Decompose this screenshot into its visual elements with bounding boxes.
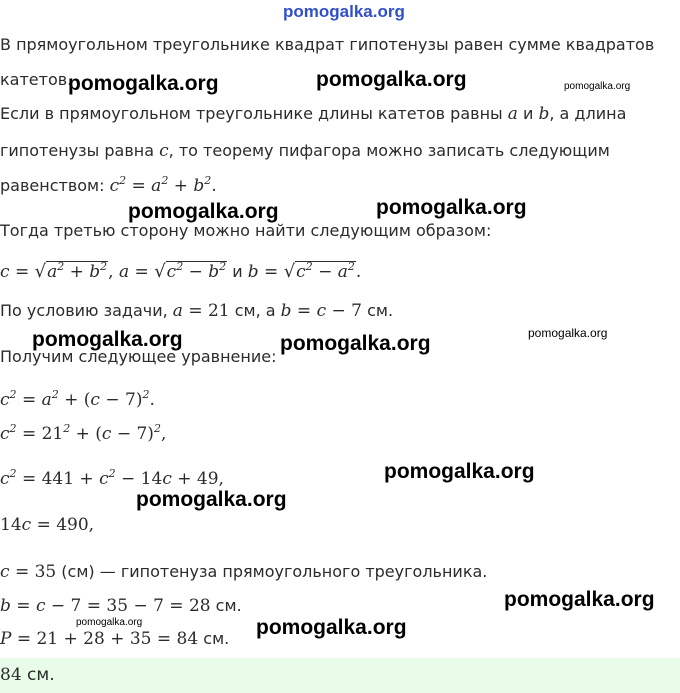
watermark: pomogalka.org	[68, 72, 219, 95]
equation-4: 14c = 490,	[0, 515, 95, 535]
watermark: pomogalka.org	[76, 617, 143, 628]
answer-text: 84 см.	[0, 665, 55, 685]
text-line-5: равенством: $c^2 = a^2 + b^2$.	[0, 174, 217, 196]
result-side-b: b = c − 7 = 35 − 7 = 28 см.	[0, 596, 242, 616]
result-perimeter: P = 21 + 28 + 35 = 84 см.	[0, 629, 230, 649]
formula-sides: $c = √a^2 + b^2$, $a = √c^2 - b^2$ и $b = √c^2 - a^2$.	[0, 260, 362, 282]
watermark: pomogalka.org	[384, 460, 535, 483]
watermark: pomogalka.org	[136, 488, 287, 511]
watermark: pomogalka.org	[280, 332, 431, 355]
text-line-1: В прямоугольном треугольнике квадрат гипотенузы равен сумме квадратов	[0, 35, 655, 54]
watermark: pomogalka.org	[256, 616, 407, 639]
equation-3: $c^2 = 441 + c^2 - 14c + 49$,	[0, 467, 224, 489]
text-line-3: Если в прямоугольном треугольнике длины катетов равны a и b, а длина	[0, 104, 627, 124]
equation-1: $c^2 = a^2 + (c - 7)^2$.	[0, 388, 155, 410]
watermark: pomogalka.org	[504, 588, 655, 611]
text-line-6: Тогда третью сторону можно найти следующим образом:	[0, 221, 492, 240]
watermark: pomogalka.org	[564, 81, 631, 92]
watermark: pomogalka.org	[316, 68, 467, 91]
result-hypotenuse: c = 35 (см) — гипотенуза прямоугольного треугольника.	[0, 562, 488, 582]
watermark: pomogalka.org	[32, 328, 183, 351]
equation-2: $c^2 = 21^2 + (c - 7)^2$,	[0, 422, 167, 444]
watermark: pomogalka.org	[128, 200, 279, 223]
watermark: pomogalka.org	[528, 326, 608, 340]
watermark: pomogalka.org	[376, 196, 527, 219]
header-watermark: pomogalka.org	[283, 2, 405, 21]
text-line-4: гипотенузы равна c, то теорему пифагора можно записать следующим	[0, 141, 610, 161]
text-line-equation-intro: Получим следующее уравнение:	[0, 347, 277, 366]
text-line-2: катетов.	[0, 70, 73, 89]
answer-box	[0, 658, 680, 693]
text-line-condition: По условию задачи, a = 21 см, а b = c − 7 см.	[0, 301, 394, 321]
